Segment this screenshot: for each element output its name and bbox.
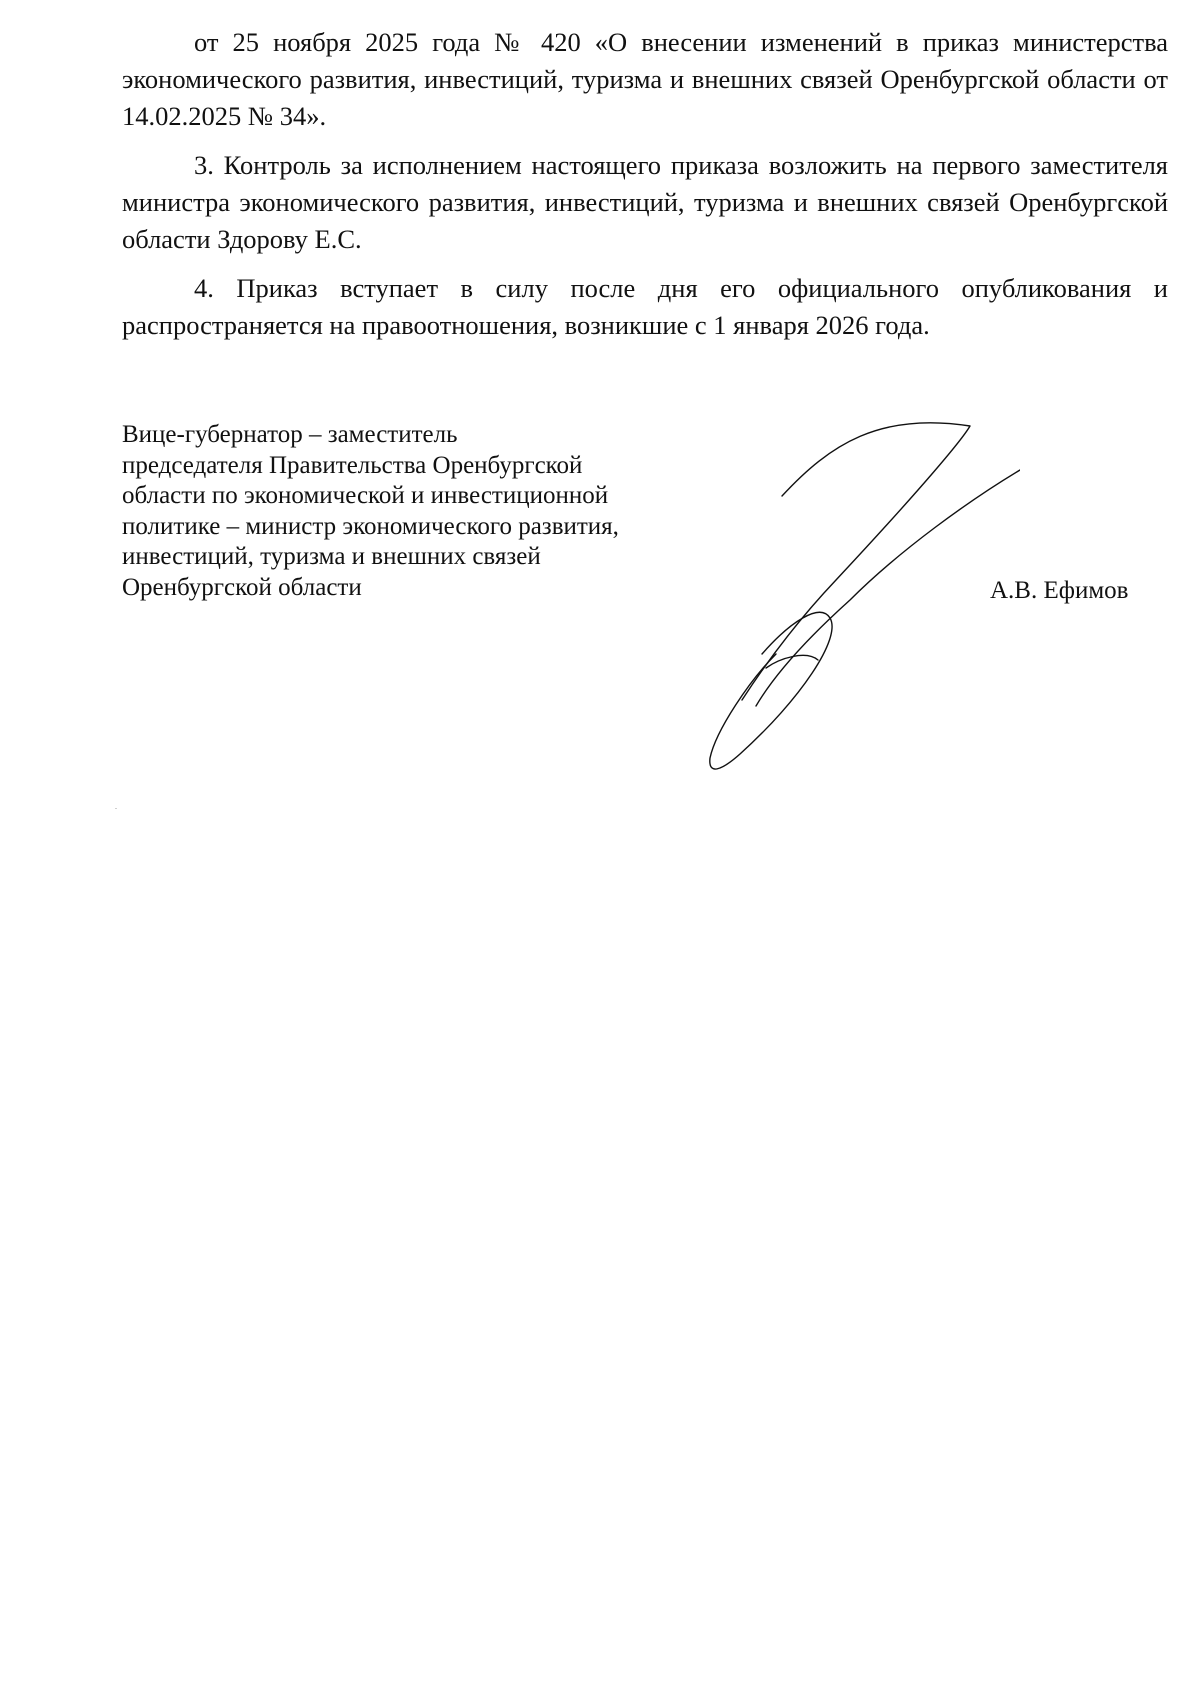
signer-name: А.В. Ефимов	[990, 577, 1129, 604]
signatory-position-line: инвестиций, туризма и внешних связей	[122, 543, 541, 570]
paragraph-4-effective-date: 4. Приказ вступает в силу после дня его официального опубликования и распространяется на правоотношения, возникшие с 1 января 2026 года.	[122, 273, 1168, 340]
handwritten-signature	[680, 410, 1020, 770]
signatory-position-line: политике – министр экономического развития,	[122, 512, 619, 540]
paragraph-3-control: 3. Контроль за исполнением настоящего приказа возложить на первого заместителя министра экономического развития, инвестиций, туризма и внешних связей Оренбургской области Здорову Е.С.	[122, 150, 1168, 254]
scan-artifact	[115, 808, 117, 809]
signatory-position-line: председателя Правительства Оренбургской	[122, 451, 583, 479]
signatory-position-line: Оренбургской области	[122, 573, 362, 601]
document-body	[122, 24, 1168, 356]
signatory-position-line: Вице-губернатор – заместитель	[122, 421, 458, 448]
paragraph-continuation: от 25 ноября 2025 года № 420 «О внесении изменений в приказ министерства экономического развития, инвестиций, туризма и внешних связей Оренбургской области от 14.02.2025 № 34».	[122, 27, 1168, 131]
signatory-position	[122, 420, 722, 603]
signatory-position-line: области по экономической и инвестиционной	[122, 482, 609, 509]
